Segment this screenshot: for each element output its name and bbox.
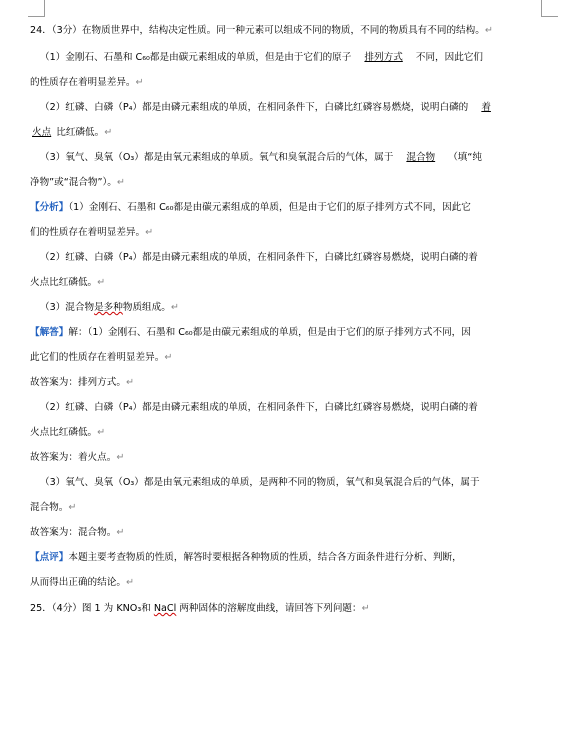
q24-part3-cont: 净物”或“混合物”）。↵	[30, 177, 125, 188]
q24-part2: （2）红磷、白磷（P₄）都是由磷元素组成的单质，在相同条件下，白磷比红磷容易燃烧，说明白磷的 着	[40, 101, 501, 115]
solution-1-answer: 故答案为：排列方式。↵	[30, 377, 134, 388]
solution-3: （3）氧气、臭氧（O₃）都是由氧元素组成的单质，是两种不同的物质，氧气和臭氧混合后的气体，属于	[40, 477, 480, 488]
solution-tag: 【解答】	[30, 327, 69, 338]
q25-stem: 25．（4分）图 1 为 KNO₃和 NaCl 两种固体的溶解度曲线，请回答下列问题：↵	[30, 603, 370, 614]
spellcheck-underline-nacl: NaCl	[153, 603, 177, 614]
analysis-2: （2）红磷、白磷（P₄）都是由磷元素组成的单质，在相同条件下，白磷比红磷容易燃烧，说明白磷的着	[40, 252, 478, 263]
crop-mark-right-h	[541, 16, 558, 17]
crop-mark-left-h	[28, 16, 45, 17]
analysis-1: 【分析】（1）金刚石、石墨和 C₆₀都是由碳元素组成的单质，但是由于它们的原子排列方式不同，因此它	[30, 202, 471, 213]
crop-mark-left-v	[44, 0, 45, 16]
q24-stem: 24．（3分）在物质世界中，结构决定性质。同一种元素可以组成不同的物质，不同的物质具有不同的结构。↵	[30, 25, 493, 36]
q24-answer-3: 混合物	[406, 152, 436, 163]
q24-part2-cont: 火点 比红磷低。↵	[32, 127, 113, 138]
q24-answer-1: 排列方式	[364, 52, 403, 63]
comment-cont: 从而得出正确的结论。↵	[30, 577, 134, 588]
analysis-1-cont: 们的性质存在着明显差异。↵	[30, 227, 154, 238]
solution-3-cont: 混合物。↵	[30, 502, 77, 513]
spellcheck-underline: 是多种	[94, 302, 123, 313]
solution-2-cont: 火点比红磷低。↵	[30, 427, 106, 438]
comment-tag: 【点评】	[30, 552, 69, 563]
q24-part3: （3）氧气、臭氧（O₃）都是由氧元素组成的单质。氧气和臭氧混合后的气体，属于 混合物 （填“纯	[40, 152, 482, 163]
q24-answer-2a: 着	[481, 102, 491, 113]
q24-answer-2b: 火点	[32, 127, 52, 138]
q24-part1: （1）金刚石、石墨和 C₆₀都是由碳元素组成的单质，但是由于它们的原子 排列方式 不同，因此它们	[40, 52, 484, 63]
solution-2-answer: 故答案为：着火点。↵	[30, 452, 125, 463]
solution-1-cont: 此它们的性质存在着明显差异。↵	[30, 352, 173, 363]
analysis-3: （3）混合物是多种物质组成。↵	[40, 302, 179, 313]
solution-1: 【解答】解：（1）金刚石、石墨和 C₆₀都是由碳元素组成的单质，但是由于它们的原子排列方式不同，因	[30, 327, 471, 338]
solution-2: （2）红磷、白磷（P₄）都是由磷元素组成的单质，在相同条件下，白磷比红磷容易燃烧，说明白磷的着	[40, 402, 478, 413]
analysis-2-cont: 火点比红磷低。↵	[30, 277, 106, 288]
analysis-tag: 【分析】	[30, 202, 69, 213]
crop-mark-right-v	[541, 0, 542, 16]
q24-part1-cont: 的性质存在着明显差异。↵	[30, 77, 144, 88]
comment: 【点评】本题主要考查物质的性质，解答时要根据各种物质的性质，结合各方面条件进行分析、判断，	[30, 552, 462, 563]
solution-3-answer: 故答案为：混合物。↵	[30, 527, 125, 538]
